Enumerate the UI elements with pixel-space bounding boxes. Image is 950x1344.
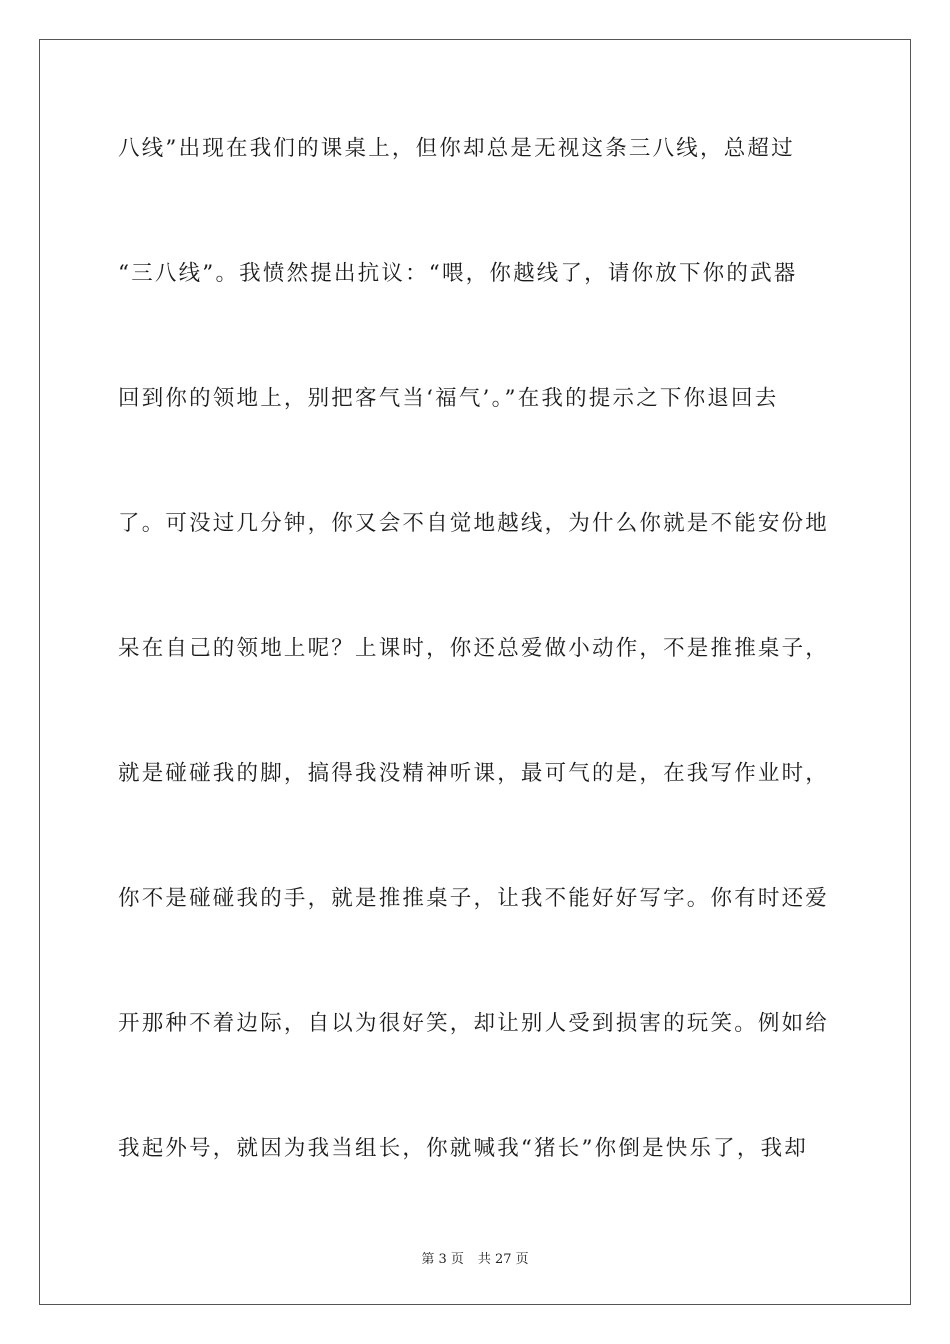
text-line-1: 八线”出现在我们的课桌上，但你却总是无视这条三八线，总超过 [118,136,795,161]
page-total: 共 27 页 [477,1252,529,1267]
page-footer [0,1248,950,1267]
text-line-4: 了。可没过几分钟，你又会不自觉地越线，为什么你就是不能安份地 [118,511,830,536]
text-line-9: 我起外号，就因为我当组长，你就喊我“猪长”你倒是快乐了，我却 [118,1136,808,1161]
text-line-7: 你不是碰碰我的手，就是推推桌子，让我不能好好写字。你有时还爱 [118,886,830,911]
text-line-6: 就是碰碰我的脚，搞得我没精神听课，最可气的是，在我写作业时， [118,761,830,786]
page-number: 第 3 页 [421,1252,464,1267]
body-text [118,125,832,1250]
text-line-2: “三八线”。我愤然提出抗议：“喂，你越线了，请你放下你的武器 [118,261,798,286]
text-line-3: 回到你的领地上，别把客气当‘福气’。”在我的提示之下你退回去 [118,386,779,411]
text-line-8: 开那种不着边际，自以为很好笑，却让别人受到损害的玩笑。例如给 [118,1011,830,1036]
text-line-5: 呆在自己的领地上呢？上课时，你还总爱做小动作，不是推推桌子， [118,636,830,661]
